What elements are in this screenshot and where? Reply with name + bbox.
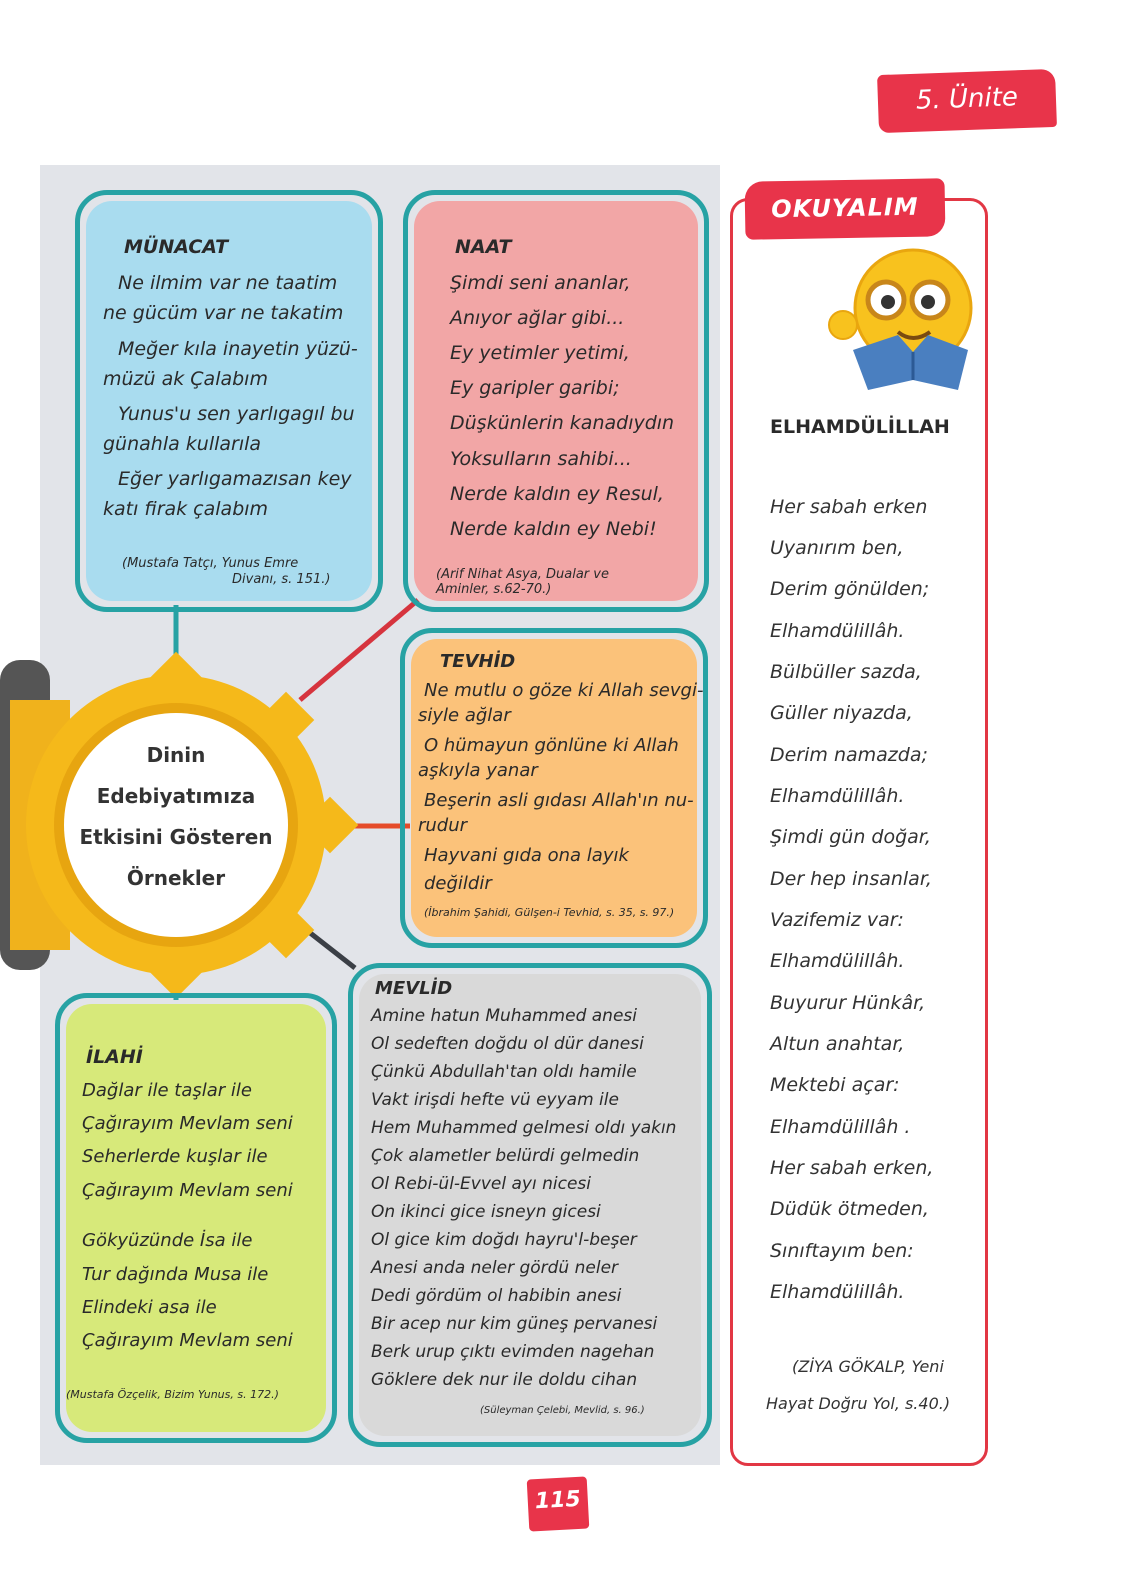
naat-card (403, 190, 709, 612)
hub-line: Edebiyatımıza (96, 784, 256, 808)
munacat-title: MÜNACAT (124, 236, 229, 258)
poem-line: Elhamdülillâh. (770, 950, 905, 972)
ilahi-line: Tur dağında Musa ile (82, 1264, 269, 1285)
tevhid-line: aşkıyla yanar (418, 760, 538, 781)
poem-line: Mektebi açar: (770, 1074, 900, 1096)
poem-line: Der hep insanlar, (770, 868, 932, 890)
munacat-line: Yunus'u sen yarlıgagıl bu (118, 403, 355, 425)
mevlid-line: Bir acep nur kim güneş pervanesi (371, 1314, 658, 1334)
ilahi-source: (Mustafa Özçelik, Bizim Yunus, s. 172.) (66, 1388, 279, 1401)
poem-line: Elhamdülillâh . (770, 1116, 911, 1138)
naat-title: NAAT (455, 236, 512, 258)
naat-line: Düşkünlerin kanadıydın (450, 412, 675, 434)
poem-line: Vazifemiz var: (770, 909, 904, 931)
poem-source: (ZİYA GÖKALP, Yeni (792, 1357, 944, 1376)
poem-line: Buyurur Hünkâr, (770, 992, 926, 1014)
poem-line: Derim gönülden; (770, 578, 930, 600)
mevlid-line: Berk urup çıktı evimden nagehan (371, 1342, 655, 1362)
hub-label (64, 735, 288, 899)
ilahi-line: Gökyüzünde İsa ile (82, 1230, 253, 1251)
poem-line: Elhamdülillâh. (770, 785, 905, 807)
reading-emoji-icon (818, 240, 978, 390)
poem-source: Hayat Doğru Yol, s.40.) (766, 1394, 951, 1413)
mevlid-line: Ol sedeften doğdu ol dür danesi (371, 1034, 644, 1054)
naat-line: Ey yetimler yetimi, (450, 342, 630, 364)
naat-source: Aminler, s.62-70.) (436, 582, 552, 597)
okuyalim-label (745, 178, 946, 239)
poem-line: Uyanırım ben, (770, 537, 904, 559)
ilahi-line: Çağırayım Mevlam seni (82, 1330, 293, 1351)
tevhid-line: rudur (418, 815, 468, 836)
unit-label: 5. Ünite (915, 82, 1019, 116)
hub-line: Örnekler (126, 866, 226, 890)
munacat-line: günahla kullarıla (103, 433, 262, 455)
tevhid-line: Hayvani gıda ona layık (424, 845, 629, 866)
poem-line: Düdük ötmeden, (770, 1198, 929, 1220)
mevlid-line: Hem Muhammed gelmesi oldı yakın (371, 1118, 677, 1138)
munacat-source: (Mustafa Tatçı, Yunus Emre (122, 556, 299, 571)
tevhid-card (400, 628, 708, 948)
mevlid-line: Vakt irişdi hefte vü eyyam ile (371, 1090, 619, 1110)
mevlid-line: Ol gice kim doğdı hayru'l-beşer (371, 1230, 637, 1250)
poem-line: Elhamdülillâh. (770, 1281, 905, 1303)
poem-line: Derim namazda; (770, 744, 928, 766)
munacat-card (75, 190, 383, 612)
ilahi-line: Çağırayım Mevlam seni (82, 1180, 293, 1201)
poem-line: Sınıftayım ben: (770, 1240, 914, 1262)
tevhid-line: değildir (424, 873, 492, 894)
naat-line: Şimdi seni ananlar, (450, 272, 631, 294)
hub-line: Etkisini Gösteren (79, 825, 273, 849)
naat-source: (Arif Nihat Asya, Dualar ve (436, 567, 609, 582)
poem-line: Elhamdülillâh. (770, 620, 905, 642)
munacat-line: katı firak çalabım (103, 498, 269, 520)
page-number: 115 (534, 1486, 582, 1515)
tevhid-line: siyle ağlar (418, 705, 511, 726)
poem-line: Her sabah erken, (770, 1157, 934, 1179)
naat-line: Ey garipler garibi; (450, 377, 620, 399)
ilahi-line: Seherlerde kuşlar ile (82, 1146, 268, 1167)
naat-line: Nerde kaldın ey Resul, (450, 483, 664, 505)
mevlid-line: Dedi gördüm ol habibin anesi (371, 1286, 622, 1306)
mevlid-title: MEVLİD (375, 978, 453, 999)
poem-line: Bülbüller sazda, (770, 661, 922, 683)
ilahi-title: İLAHİ (86, 1046, 143, 1068)
poem-line: Altun anahtar, (770, 1033, 905, 1055)
munacat-line: Eğer yarlıgamazısan key (118, 468, 352, 490)
mevlid-line: Göklere dek nur ile doldu cihan (371, 1370, 638, 1390)
naat-line: Anıyor ağlar gibi... (450, 307, 625, 329)
page-number-badge (527, 1476, 590, 1531)
poem-line: Her sabah erken (770, 496, 928, 518)
tevhid-title: TEVHİD (440, 651, 516, 672)
mevlid-line: Çok alametler belürdi gelmedin (371, 1146, 640, 1166)
mevlid-line: Amine hatun Muhammed anesi (371, 1006, 637, 1026)
poem-title: ELHAMDÜLİLLAH (770, 416, 950, 438)
naat-line: Nerde kaldın ey Nebi! (450, 518, 657, 540)
ilahi-line: Dağlar ile taşlar ile (82, 1080, 252, 1101)
okuyalim-text: OKUYALIM (771, 192, 919, 224)
munacat-line: Ne ilmim var ne taatim (118, 272, 338, 294)
ilahi-line: Elindeki asa ile (82, 1297, 217, 1318)
hub-line: Dinin (146, 743, 206, 767)
poem-line: Şimdi gün doğar, (770, 826, 931, 848)
munacat-line: müzü ak Çalabım (103, 368, 268, 390)
tevhid-line: Beşerin asli gıdası Allah'ın nu- (424, 790, 694, 811)
tevhid-line: O hümayun gönlüne ki Allah (424, 735, 679, 756)
munacat-line: ne gücüm var ne takatim (103, 302, 344, 324)
mevlid-line: On ikinci gice isneyn gicesi (371, 1202, 601, 1222)
poem-line: Güller niyazda, (770, 702, 913, 724)
tevhid-source: (İbrahim Şahidi, Gülşen-i Tevhid, s. 35, s. 97.) (424, 906, 675, 919)
mevlid-line: Anesi anda neler gördü neler (371, 1258, 619, 1278)
mevlid-line: Ol Rebi-ül-Evvel ayı nicesi (371, 1174, 591, 1194)
mevlid-line: Çünkü Abdullah'tan oldı hamile (371, 1062, 637, 1082)
ilahi-line: Çağırayım Mevlam seni (82, 1113, 293, 1134)
tevhid-line: Ne mutlu o göze ki Allah sevgi- (424, 680, 704, 701)
mevlid-source: (Süleyman Çelebi, Mevlid, s. 96.) (480, 1405, 645, 1416)
munacat-source: Divanı, s. 151.) (232, 572, 331, 587)
naat-line: Yoksulların sahibi... (450, 448, 632, 470)
munacat-line: Meğer kıla inayetin yüzü- (118, 338, 358, 360)
